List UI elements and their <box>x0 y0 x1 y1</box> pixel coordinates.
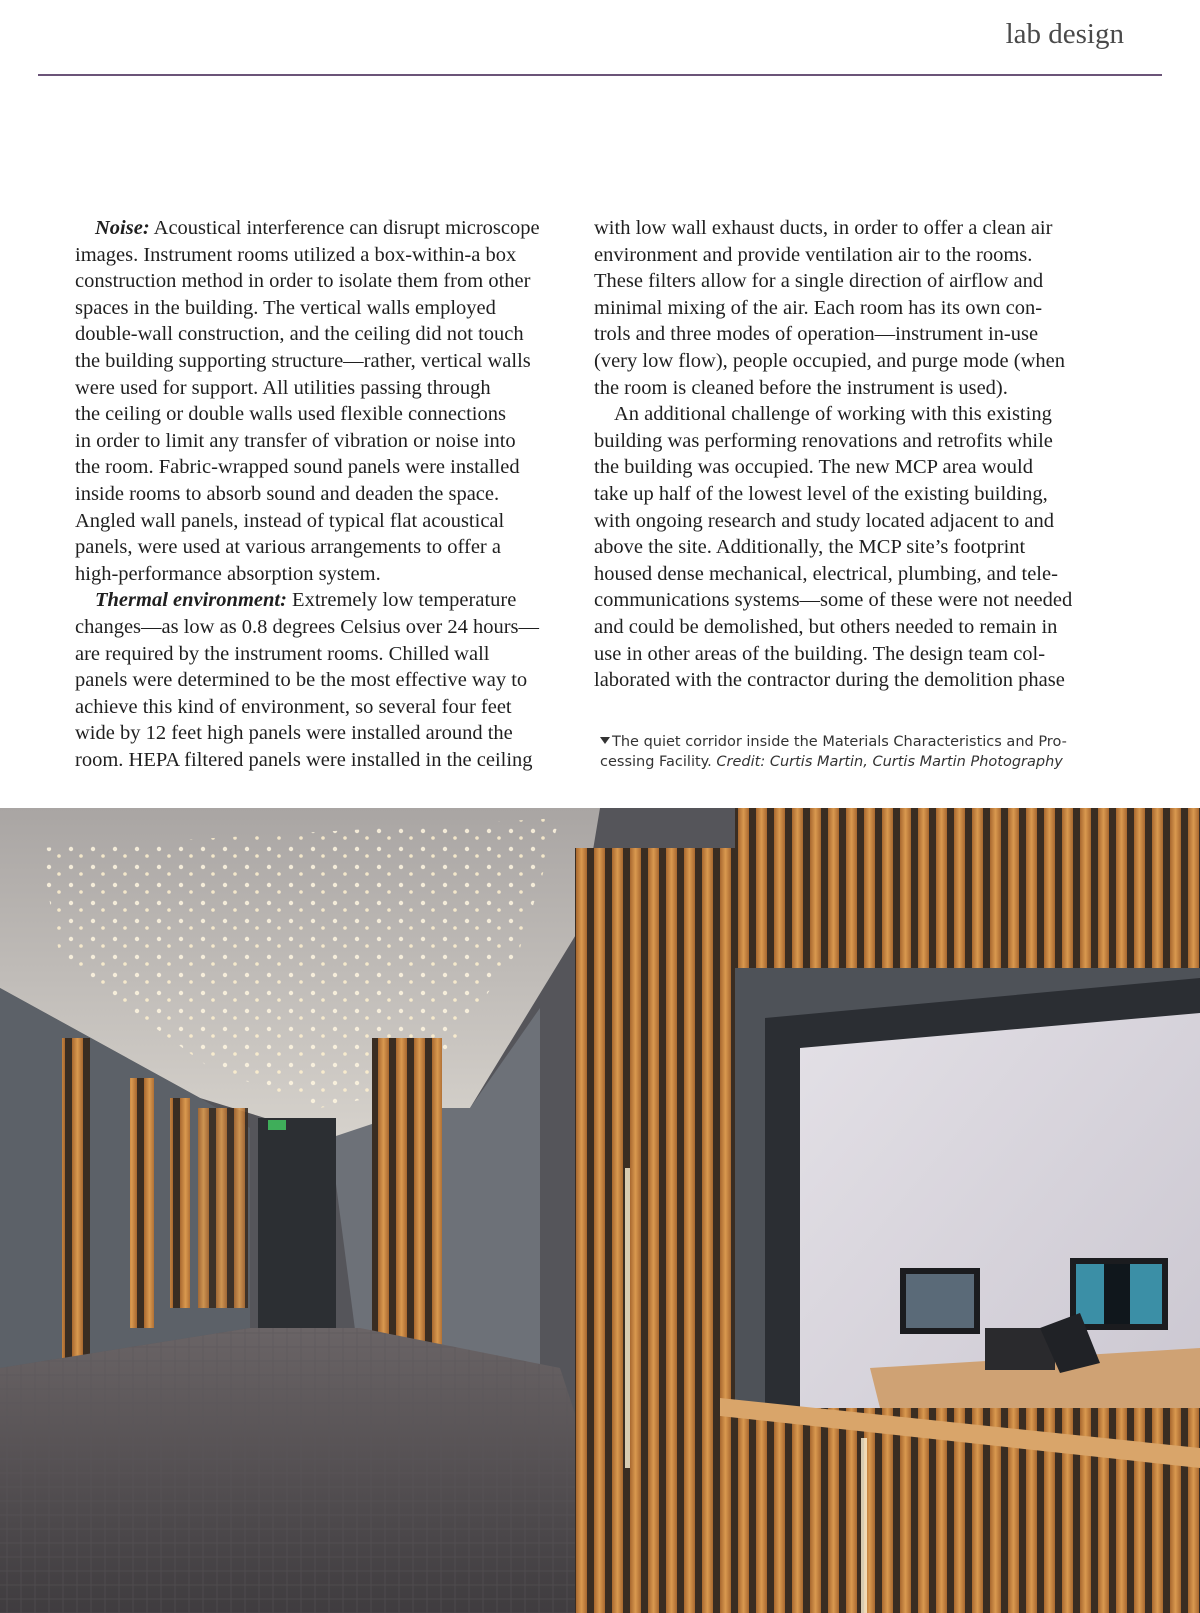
right-column-line <box>594 534 1094 561</box>
run-in-heading: Thermal environment: <box>95 589 287 612</box>
body-text: building was performing renovations and retrofits while <box>594 429 1053 452</box>
body-text: achieve this kind of environment, so several four feet <box>75 695 512 718</box>
body-text: (very low flow), people occupied, and purge mode (when <box>594 349 1065 372</box>
body-text: Acoustical interference can disrupt microscope <box>149 217 540 239</box>
left-column-line <box>75 295 575 322</box>
left-column-line <box>75 667 575 694</box>
body-text: minimal mixing of the air. Each room has its own con- <box>594 296 1043 319</box>
body-text: trols and three modes of operation—instrument in-use <box>594 323 1039 346</box>
right-column-line <box>594 321 1094 348</box>
body-text: the building was occupied. The new MCP area would <box>594 456 1033 479</box>
corridor-photo <box>0 808 1200 1613</box>
body-text: above the site. Additionally, the MCP site’s footprint <box>594 536 1026 559</box>
left-column-line <box>75 321 575 348</box>
right-column-line <box>594 587 1094 614</box>
body-text: take up half of the lowest level of the existing building, <box>594 482 1048 505</box>
right-column-line <box>594 614 1094 641</box>
body-text: An additional challenge of working with this existing <box>614 403 1052 426</box>
right-column <box>594 215 1094 694</box>
body-text: images. Instrument rooms utilized a box-within-a box <box>75 243 517 266</box>
right-column-line <box>594 454 1094 481</box>
body-text: with low wall exhaust ducts, in order to offer a clean air <box>594 217 1053 239</box>
left-column-line <box>75 534 575 561</box>
left-column-line <box>75 268 575 295</box>
right-column-line <box>594 641 1094 668</box>
right-column-line <box>594 348 1094 375</box>
left-column-line <box>75 587 575 614</box>
body-text: laborated with the contractor during the demolition phase <box>594 669 1065 692</box>
header-rule <box>38 74 1162 76</box>
right-column-line <box>594 508 1094 535</box>
left-column-line <box>75 694 575 721</box>
left-column-line <box>75 508 575 535</box>
body-text: communications systems—some of these were not needed <box>594 589 1073 612</box>
body-text: construction method in order to isolate them from other <box>75 270 531 293</box>
body-text: panels were determined to be the most effective way to <box>75 669 528 692</box>
body-text: in order to limit any transfer of vibration or noise into <box>75 429 516 452</box>
left-column-line <box>75 401 575 428</box>
right-column-line <box>594 401 1094 428</box>
body-text: the building supporting structure—rather, vertical walls <box>75 349 531 372</box>
right-column-line <box>594 295 1094 322</box>
body-text: housed dense mechanical, electrical, plumbing, and tele- <box>594 562 1058 585</box>
body-text: environment and provide ventilation air to the rooms. <box>594 243 1033 266</box>
caption-line-2: cessing Facility. Credit: Curtis Martin, Curtis Martin Photography <box>600 753 1063 770</box>
body-text: wide by 12 feet high panels were installed around the <box>75 722 513 745</box>
right-column-line <box>594 268 1094 295</box>
body-text: room. HEPA filtered panels were installed in the ceiling <box>75 748 533 771</box>
body-text: inside rooms to absorb sound and deaden the space. <box>75 482 500 505</box>
body-text: Angled wall panels, instead of typical flat acoustical <box>75 509 505 532</box>
body-text: changes—as low as 0.8 degrees Celsius over 24 hours— <box>75 615 540 638</box>
body-text: the room is cleaned before the instrument is used). <box>594 376 1008 399</box>
left-column-line <box>75 242 575 269</box>
body-text: double-wall construction, and the ceiling did not touch <box>75 323 524 346</box>
run-in-heading: Noise: <box>95 217 150 239</box>
caption-arrow-icon <box>600 737 610 744</box>
caption-line-1: The quiet corridor inside the Materials Characteristics and Pro- <box>600 733 1080 753</box>
left-column-line <box>75 481 575 508</box>
left-column-line <box>75 641 575 668</box>
photo-caption <box>600 733 1080 772</box>
body-text: and could be demolished, but others needed to remain in <box>594 615 1058 638</box>
body-text: are required by the instrument rooms. Chilled wall <box>75 642 490 665</box>
left-column-line <box>75 428 575 455</box>
right-column-line <box>594 481 1094 508</box>
body-text: the room. Fabric-wrapped sound panels were installed <box>75 456 520 479</box>
body-text: were used for support. All utilities passing through <box>75 376 491 399</box>
body-text: use in other areas of the building. The design team col- <box>594 642 1046 665</box>
right-column-line <box>594 428 1094 455</box>
body-text: panels, were used at various arrangements to offer a <box>75 536 501 559</box>
right-column-line <box>594 242 1094 269</box>
section-header: lab design <box>1005 18 1124 50</box>
right-column-line <box>594 561 1094 588</box>
right-column-line <box>594 375 1094 402</box>
left-column <box>75 215 575 773</box>
body-text: Extremely low temperature <box>286 589 517 612</box>
left-column-line <box>75 561 575 588</box>
body-text: high-performance absorption system. <box>75 562 381 585</box>
body-text: the ceiling or double walls used flexible connections <box>75 403 506 426</box>
left-column-line <box>75 747 575 774</box>
left-column-line <box>75 348 575 375</box>
body-text: spaces in the building. The vertical walls employed <box>75 296 496 319</box>
left-column-line <box>75 375 575 402</box>
left-column-line <box>75 215 575 242</box>
body-text: These filters allow for a single direction of airflow and <box>594 270 1044 293</box>
right-column-line <box>594 667 1094 694</box>
photo-credit: Credit: Curtis Martin, Curtis Martin Photography <box>716 753 1063 770</box>
left-column-line <box>75 720 575 747</box>
right-column-line <box>594 215 1094 242</box>
corridor-photo-illustration <box>0 808 1200 1613</box>
body-text: with ongoing research and study located adjacent to and <box>594 509 1054 532</box>
left-column-line <box>75 614 575 641</box>
left-column-line <box>75 454 575 481</box>
